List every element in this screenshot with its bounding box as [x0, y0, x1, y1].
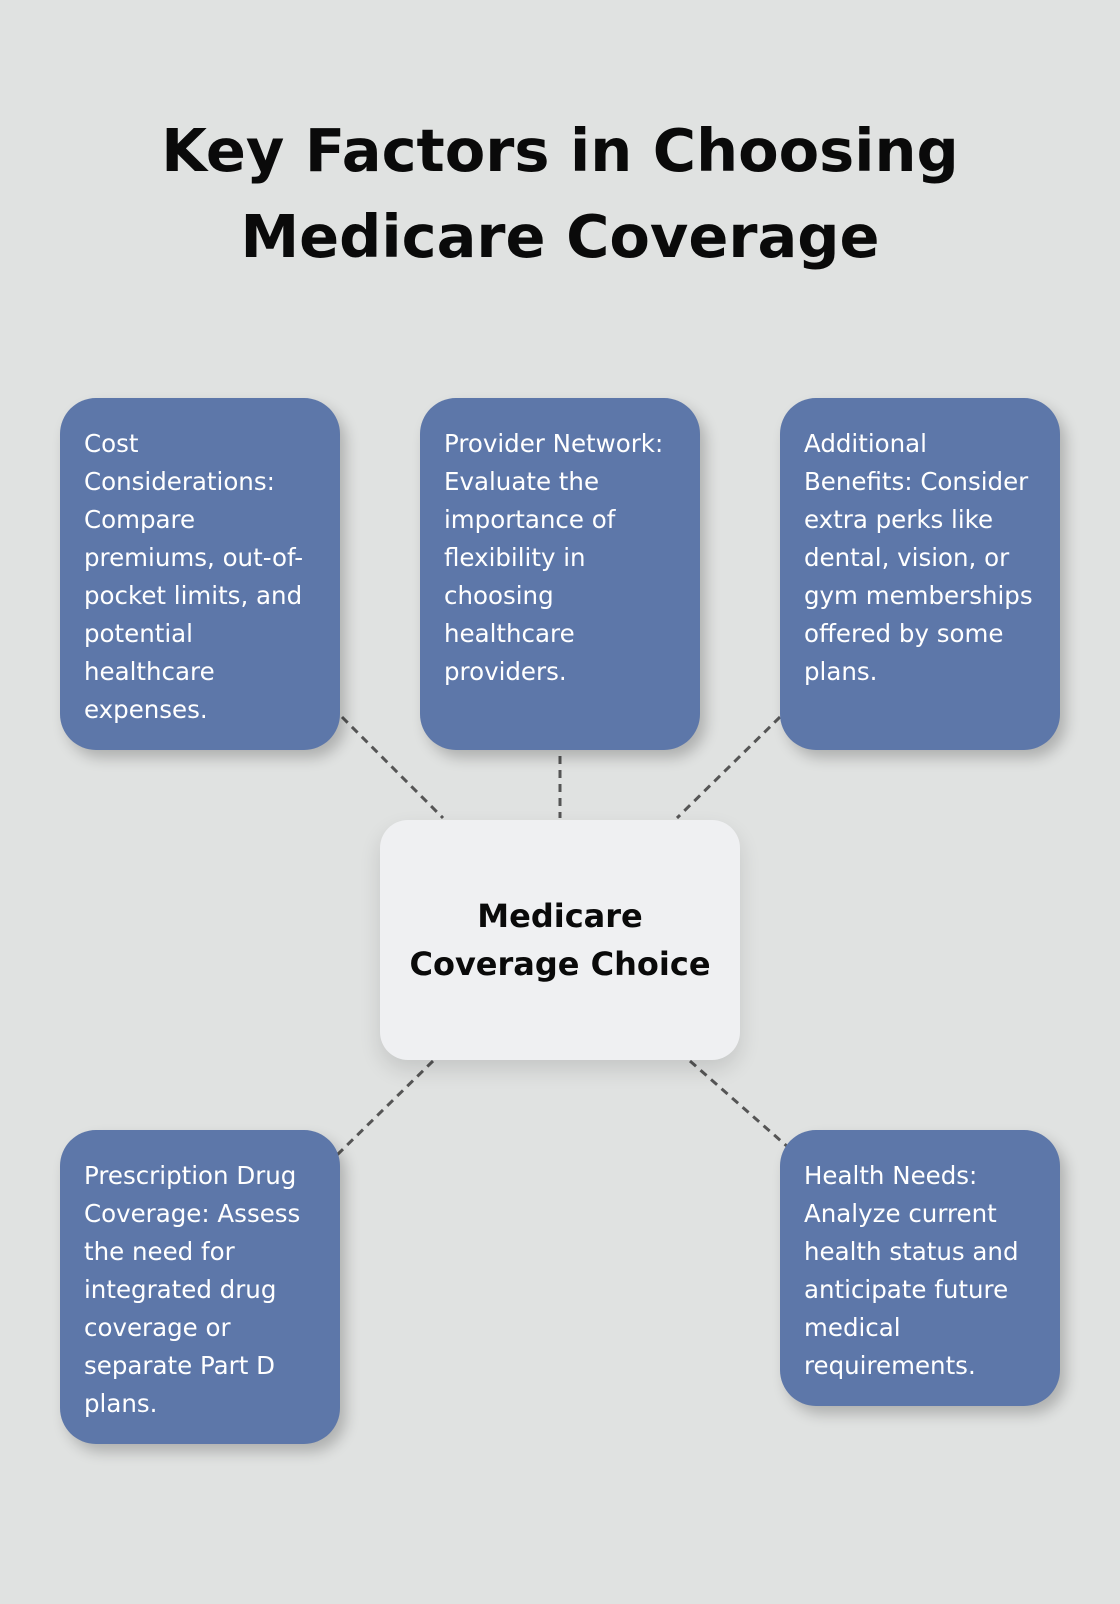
node-health-text: Health Needs: Analyze current health status and anticipate future medical requirements.: [804, 1161, 1019, 1380]
node-benefits-text: Additional Benefits: Consider extra perks like dental, vision, or gym memberships offered by some plans.: [804, 429, 1033, 686]
node-prescription-text: Prescription Drug Coverage: Assess the need for integrated drug coverage or separate Part D plans.: [84, 1161, 301, 1418]
center-label: Medicare Coverage Choice: [409, 897, 711, 983]
node-health-needs: [780, 1130, 1060, 1406]
connector-prescription: [337, 1061, 433, 1155]
node-additional-benefits: [780, 398, 1060, 750]
title-line-2: Medicare Coverage: [240, 202, 880, 271]
node-cost-considerations: [60, 398, 340, 750]
title-line-1: Key Factors in Choosing: [161, 116, 959, 185]
node-provider-text: Provider Network: Evaluate the importance of flexibility in choosing healthcare providers.: [444, 429, 664, 686]
connector-health: [690, 1061, 789, 1148]
node-provider-network: [420, 398, 700, 750]
node-cost-text: Cost Considerations: Compare premiums, out-of-pocket limits, and potential healthcare expenses.: [84, 429, 304, 724]
center-node: [380, 820, 740, 1060]
node-prescription-drug-coverage: [60, 1130, 340, 1444]
